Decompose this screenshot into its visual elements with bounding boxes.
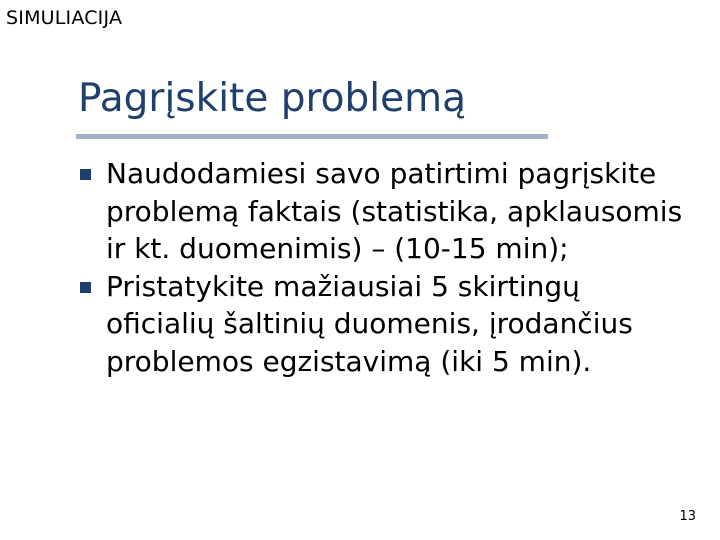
bullet-text: Naudodamiesi savo patirtimi pagrįskite problemą faktais (statistika, apklausomis ir kt. duomenimis) – (10-15 min);: [106, 157, 683, 265]
square-bullet-icon: [80, 169, 91, 180]
bullet-item: [76, 268, 686, 381]
bullet-list: [76, 155, 686, 380]
page-number: 13: [679, 509, 696, 524]
square-bullet-icon: [80, 282, 91, 293]
bullet-item: [76, 155, 686, 268]
title-divider: [76, 134, 548, 139]
section-label: SIMULIACIJA: [6, 7, 123, 29]
slide-title: Pagrįskite problemą: [78, 76, 466, 121]
bullet-text: Pristatykite mažiausiai 5 skirtingų oficialių šaltinių duomenis, įrodančius problemos egzistavimą (iki 5 min).: [106, 269, 633, 378]
